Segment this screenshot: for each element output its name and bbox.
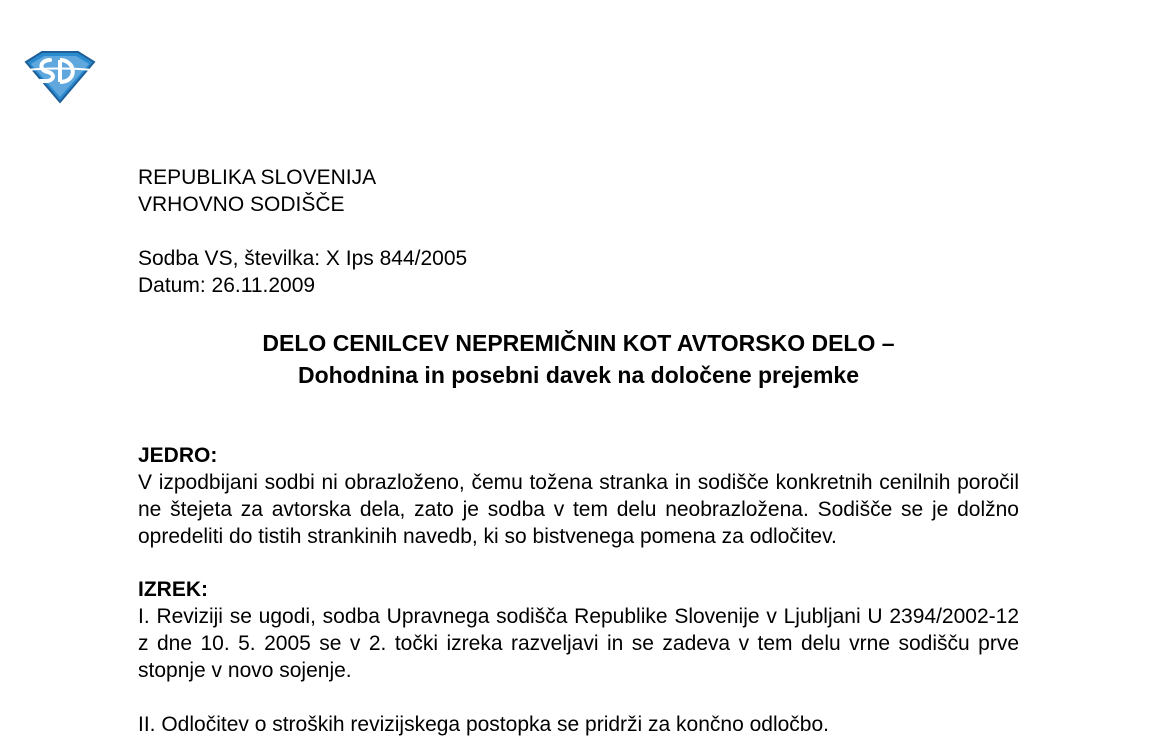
izrek-heading: IZREK: xyxy=(138,578,208,601)
document-title xyxy=(138,327,1019,391)
court-logo-icon xyxy=(22,48,96,104)
document-body xyxy=(138,164,1019,738)
jedro-text: V izpodbijani sodbi ni obrazloženo, čemu tožena stranka in sodišče konkretnih cenilnih poročil ne štejeta za avtorska dela, zato je sodba v tem delu neobrazložena. Sodišče se je dolžno opredeliti do tistih strankinih navedb, ki so bistvenega pomena za odločitev. xyxy=(138,471,1019,548)
izrek-text: I. Reviziji se ugodi, sodba Upravnega sodišča Republike Slovenije v Ljubljani U 2394/2002-12 z dne 10. 5. 2005 se v 2. točki izreka razveljavi in se zadeva v tem delu vrne sodišču prve stopnje v novo sojenje. xyxy=(138,605,1019,682)
izrek-text-2: II. Odločitev o stroških revizijskega postopka se pridrži za končno odločbo. xyxy=(138,713,830,736)
section-izrek xyxy=(138,576,1019,738)
case-number: Sodba VS, številka: X Ips 844/2005 xyxy=(138,247,468,270)
title-line-1: DELO CENILCEV NEPREMIČNIN KOT AVTORSKO DELO – xyxy=(262,330,895,356)
title-line-2: Dohodnina in posebni davek na določene prejemke xyxy=(297,362,860,388)
section-jedro xyxy=(138,442,1019,550)
case-date: Datum: 26.11.2009 xyxy=(138,274,316,297)
header-court: VRHOVNO SODIŠČE xyxy=(138,193,345,216)
jedro-heading: JEDRO: xyxy=(138,444,218,467)
header-republic: REPUBLIKA SLOVENIJA xyxy=(138,166,377,189)
